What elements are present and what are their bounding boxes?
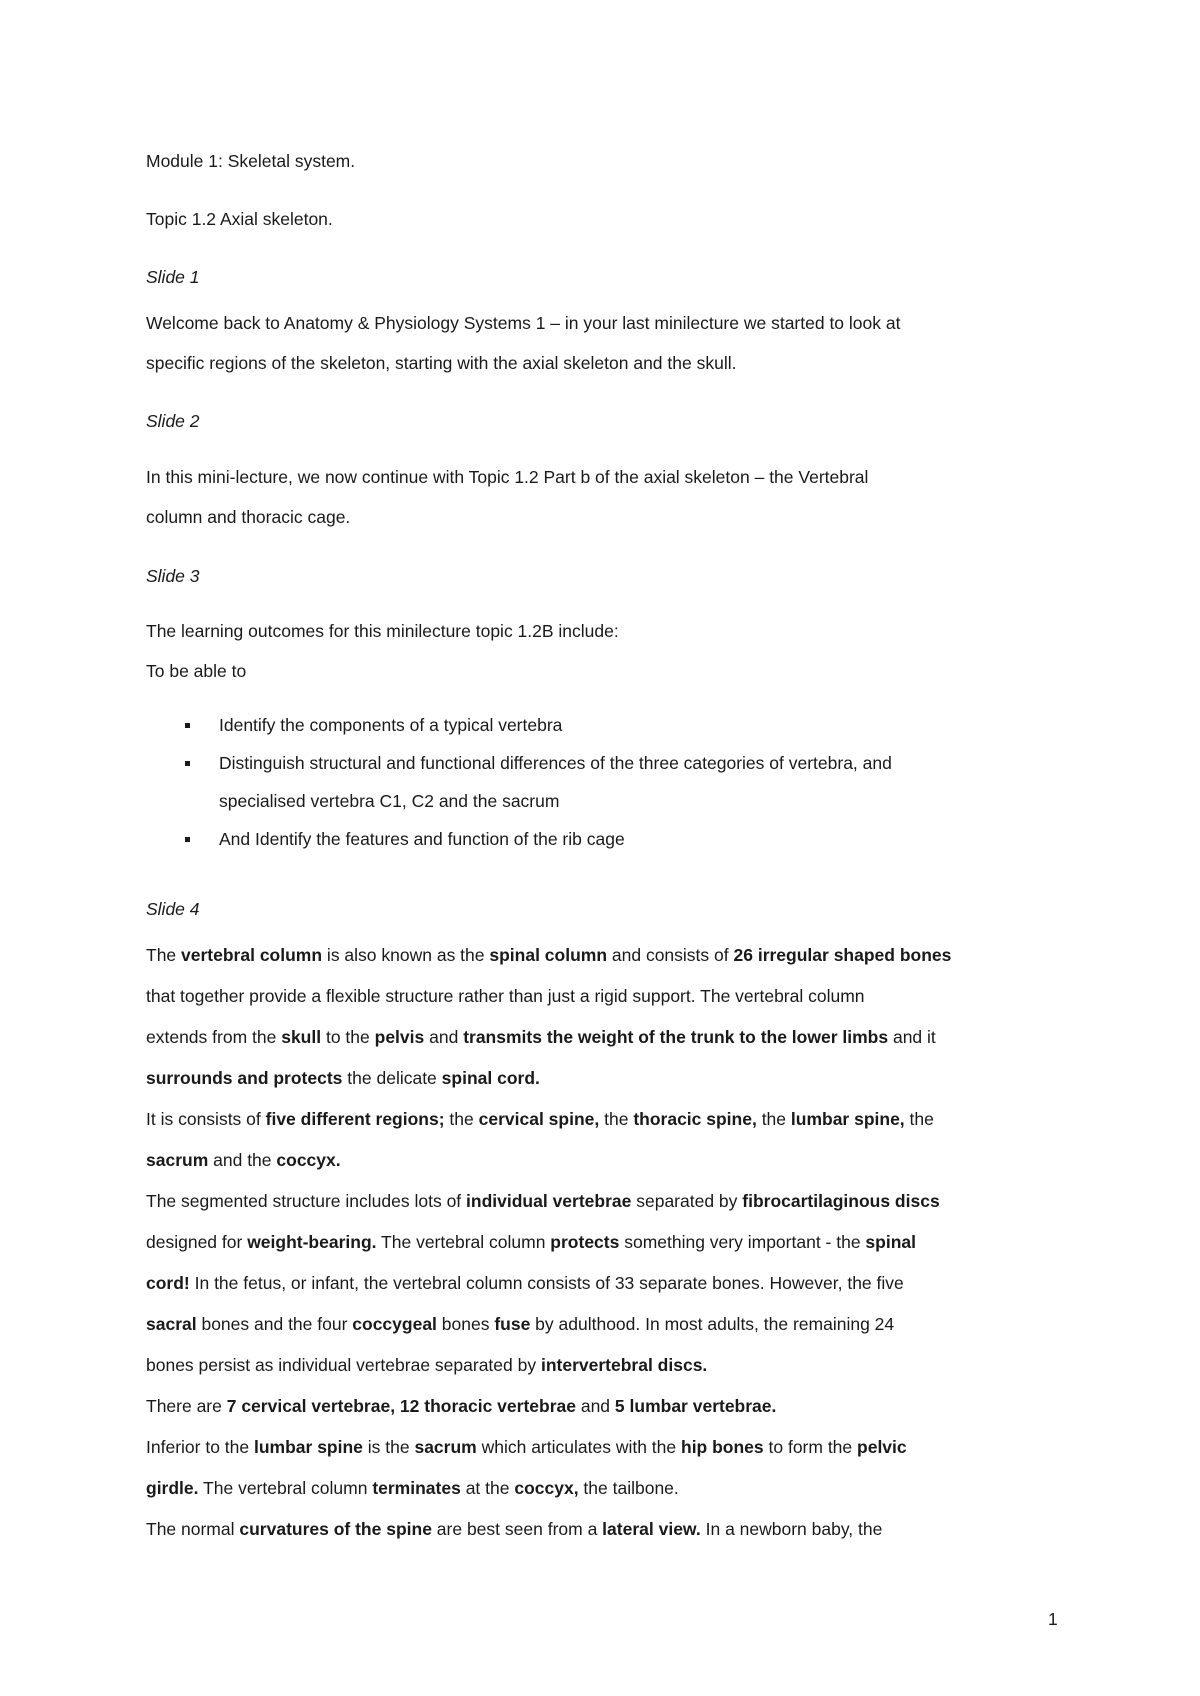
slide-4-heading: Slide 4 bbox=[146, 899, 200, 919]
slide-3-heading: Slide 3 bbox=[146, 566, 200, 586]
slide-4-text-line: The vertebral column is also known as the spinal column and consists of 26 irregular shaped bones bbox=[146, 945, 952, 965]
bullet-square-icon bbox=[185, 761, 190, 766]
slide-4-text-line: The normal curvatures of the spine are best seen from a lateral view. In a newborn baby, the bbox=[146, 1519, 883, 1539]
slide-4-text-line: bones persist as individual vertebrae separated by intervertebral discs. bbox=[146, 1355, 708, 1375]
slide-4-text-line: that together provide a flexible structure rather than just a rigid support. The vertebral column bbox=[146, 986, 865, 1006]
outcome-item: And Identify the features and function of the rib cage bbox=[219, 829, 625, 849]
slide-2-text-line: In this mini-lecture, we now continue with Topic 1.2 Part b of the axial skeleton – the Vertebral bbox=[146, 467, 869, 487]
module-title: Module 1: Skeletal system. bbox=[146, 151, 356, 171]
outcome-item: Distinguish structural and functional differences of the three categories of vertebra, and bbox=[219, 753, 892, 773]
slide-1-text-line: specific regions of the skeleton, starting with the axial skeleton and the skull. bbox=[146, 353, 737, 373]
slide-4-text-line: designed for weight-bearing. The vertebral column protects something very important - the spinal bbox=[146, 1232, 916, 1252]
slide-4-text-line: There are 7 cervical vertebrae, 12 thoracic vertebrae and 5 lumbar vertebrae. bbox=[146, 1396, 777, 1416]
slide-4-text-line: cord! In the fetus, or infant, the vertebral column consists of 33 separate bones. However, the five bbox=[146, 1273, 904, 1293]
slide-3-intro: The learning outcomes for this minilecture topic 1.2B include: bbox=[146, 621, 619, 641]
slide-1-heading: Slide 1 bbox=[146, 267, 200, 287]
slide-2-heading: Slide 2 bbox=[146, 411, 200, 431]
slide-4-text-line: Inferior to the lumbar spine is the sacrum which articulates with the hip bones to form the pelvic bbox=[146, 1437, 907, 1457]
page-number: 1 bbox=[1048, 1609, 1058, 1629]
outcome-item: Identify the components of a typical vertebra bbox=[219, 715, 563, 735]
topic-title: Topic 1.2 Axial skeleton. bbox=[146, 209, 333, 229]
slide-4-text-line: sacral bones and the four coccygeal bones fuse by adulthood. In most adults, the remaining 24 bbox=[146, 1314, 895, 1334]
slide-4-text-line: girdle. The vertebral column terminates at the coccyx, the tailbone. bbox=[146, 1478, 679, 1498]
slide-4-text-line: surrounds and protects the delicate spinal cord. bbox=[146, 1068, 540, 1088]
slide-4-text-line: The segmented structure includes lots of individual vertebrae separated by fibrocartilaginous discs bbox=[146, 1191, 940, 1211]
slide-1-text-line: Welcome back to Anatomy & Physiology Systems 1 – in your last minilecture we started to look at bbox=[146, 313, 901, 333]
slide-4-text-line: It is consists of five different regions; the cervical spine, the thoracic spine, the lumbar spine, the bbox=[146, 1109, 934, 1129]
outcome-item-continued: specialised vertebra C1, C2 and the sacrum bbox=[219, 791, 560, 811]
bullet-square-icon bbox=[185, 723, 190, 728]
slide-4-text-line: extends from the skull to the pelvis and transmits the weight of the trunk to the lower limbs and it bbox=[146, 1027, 936, 1047]
slide-3-to-be-able-to: To be able to bbox=[146, 661, 247, 681]
bullet-square-icon bbox=[185, 837, 190, 842]
slide-2-text-line: column and thoracic cage. bbox=[146, 507, 351, 527]
slide-4-text-line: sacrum and the coccyx. bbox=[146, 1150, 341, 1170]
